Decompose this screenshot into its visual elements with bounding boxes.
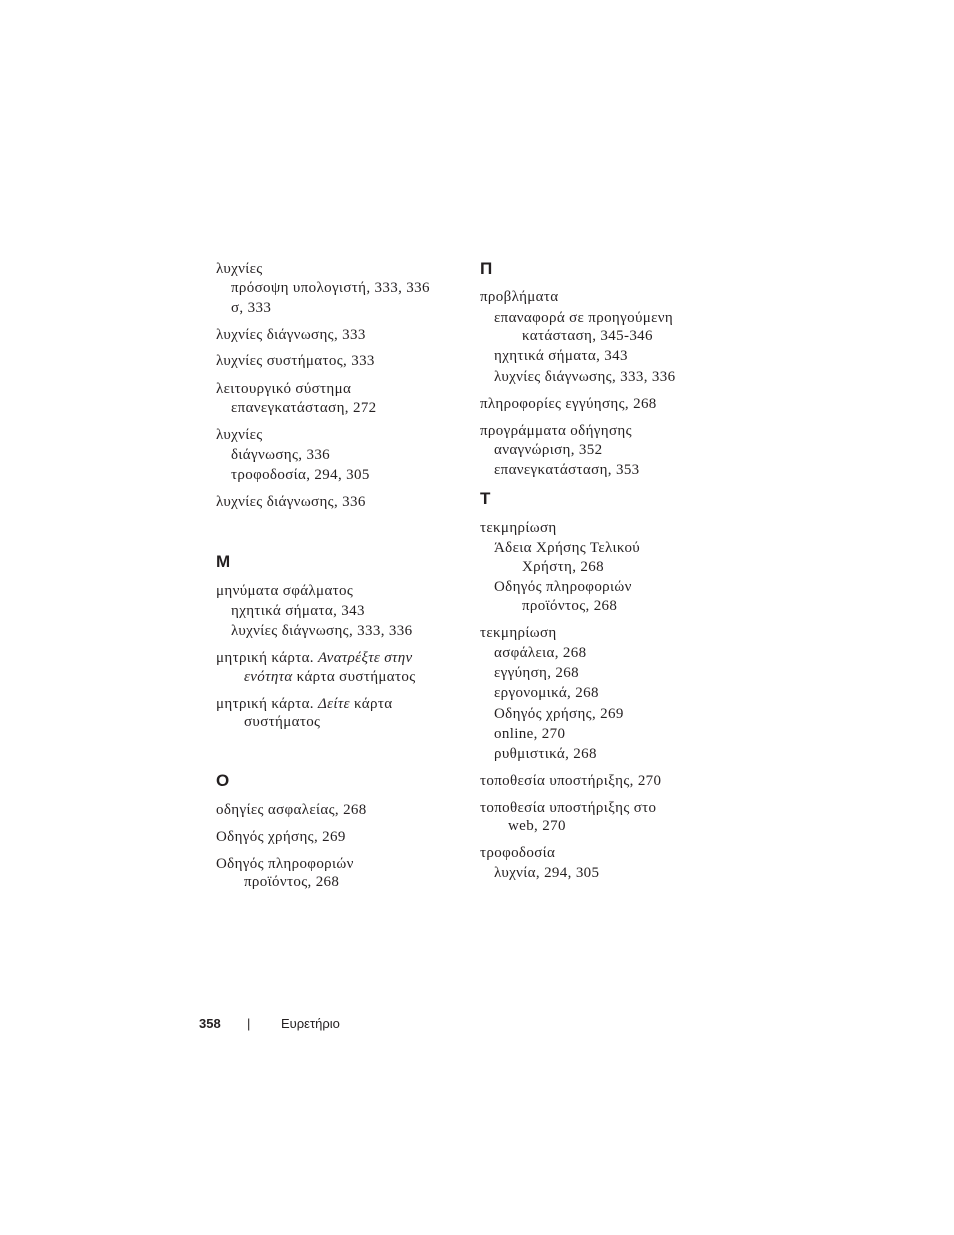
section-letter-m: M: [216, 552, 231, 571]
index-subentry-continuation: Χρήστη, 268: [522, 559, 604, 575]
index-entry: πληροφορίες εγγύησης, 268: [480, 396, 657, 412]
index-subentry: επανεγκατάσταση, 353: [494, 462, 640, 478]
index-entry: Οδηγός πληροφοριών: [216, 856, 354, 872]
index-subentry-continuation: κατάσταση, 345-346: [522, 328, 653, 344]
index-entry: τοποθεσία υποστήριξης, 270: [480, 773, 662, 789]
index-subentry: επαναφορά σε προηγούμενη: [494, 310, 674, 326]
footer-separator: |: [247, 1016, 251, 1031]
index-entry-continuation: προϊόντος, 268: [244, 874, 340, 890]
index-entry-continuation: web, 270: [508, 818, 566, 834]
index-entry: τροφοδοσία: [480, 845, 556, 861]
index-subentry: Άδεια Χρήσης Τελικού: [494, 540, 641, 556]
index-entry: λυχνίες διάγνωσης, 333: [216, 327, 366, 343]
index-subentry: λυχνίες διάγνωσης, 333, 336: [494, 369, 676, 385]
index-subentry: σ, 333: [231, 300, 272, 316]
index-subentry: ηχητικά σήματα, 343: [231, 603, 365, 619]
index-entry: λειτουργικό σύστημα: [216, 381, 352, 397]
index-entry: Οδηγός χρήσης, 269: [216, 829, 346, 845]
index-entry: προγράμματα οδήγησης: [480, 423, 632, 439]
index-entry-continuation: [244, 668, 416, 686]
entry-text: κάρτα: [349, 696, 393, 712]
index-subentry: εργονομικά, 268: [494, 685, 599, 701]
entry-text: μητρική κάρτα.: [216, 650, 318, 666]
section-letter-p: Π: [480, 259, 493, 278]
index-entry-continuation: συστήματος: [244, 714, 321, 730]
index-subentry: διάγνωσης, 336: [231, 447, 331, 463]
index-subentry-continuation: προϊόντος, 268: [522, 598, 618, 614]
cross-reference: Δείτε: [318, 696, 350, 712]
index-subentry: τροφοδοσία, 294, 305: [231, 467, 370, 483]
index-entry: προβλήματα: [480, 289, 559, 305]
index-entry: τεκμηρίωση: [480, 625, 557, 641]
index-subentry: ηχητικά σήματα, 343: [494, 348, 628, 364]
footer-section-title: Ευρετήριο: [281, 1016, 340, 1031]
index-subentry: λυχνία, 294, 305: [494, 865, 600, 881]
entry-text: μητρική κάρτα.: [216, 696, 318, 712]
index-entry: λυχνίες: [216, 427, 263, 443]
section-letter-t: T: [480, 489, 491, 508]
index-subentry: ρυθμιστικά, 268: [494, 746, 597, 762]
cross-reference: ενότητα: [244, 669, 293, 685]
page-number: 358: [199, 1016, 221, 1031]
index-subentry: επανεγκατάσταση, 272: [231, 400, 377, 416]
index-subentry: πρόσοψη υπολογιστή, 333, 336: [231, 280, 430, 296]
index-subentry: ασφάλεια, 268: [494, 645, 587, 661]
index-subentry: λυχνίες διάγνωσης, 333, 336: [231, 623, 413, 639]
index-entry: λυχνίες: [216, 261, 263, 277]
index-entry: [216, 649, 413, 667]
index-entry: λυχνίες διάγνωσης, 336: [216, 494, 366, 510]
section-letter-o: O: [216, 771, 230, 790]
index-entry: [216, 695, 392, 713]
index-subentry: εγγύηση, 268: [494, 665, 579, 681]
index-subentry: online, 270: [494, 726, 566, 742]
index-entry: οδηγίες ασφαλείας, 268: [216, 802, 367, 818]
cross-reference: Ανατρέξτε στην: [318, 650, 413, 666]
index-subentry: Οδηγός πληροφοριών: [494, 579, 632, 595]
index-entry: μηνύματα σφάλματος: [216, 583, 354, 599]
index-subentry: αναγνώριση, 352: [494, 442, 603, 458]
index-subentry: Οδηγός χρήσης, 269: [494, 706, 624, 722]
index-entry: λυχνίες συστήματος, 333: [216, 353, 375, 369]
index-entry: τοποθεσία υποστήριξης στο: [480, 800, 657, 816]
entry-text: κάρτα συστήματος: [292, 669, 416, 685]
index-entry: τεκμηρίωση: [480, 520, 557, 536]
